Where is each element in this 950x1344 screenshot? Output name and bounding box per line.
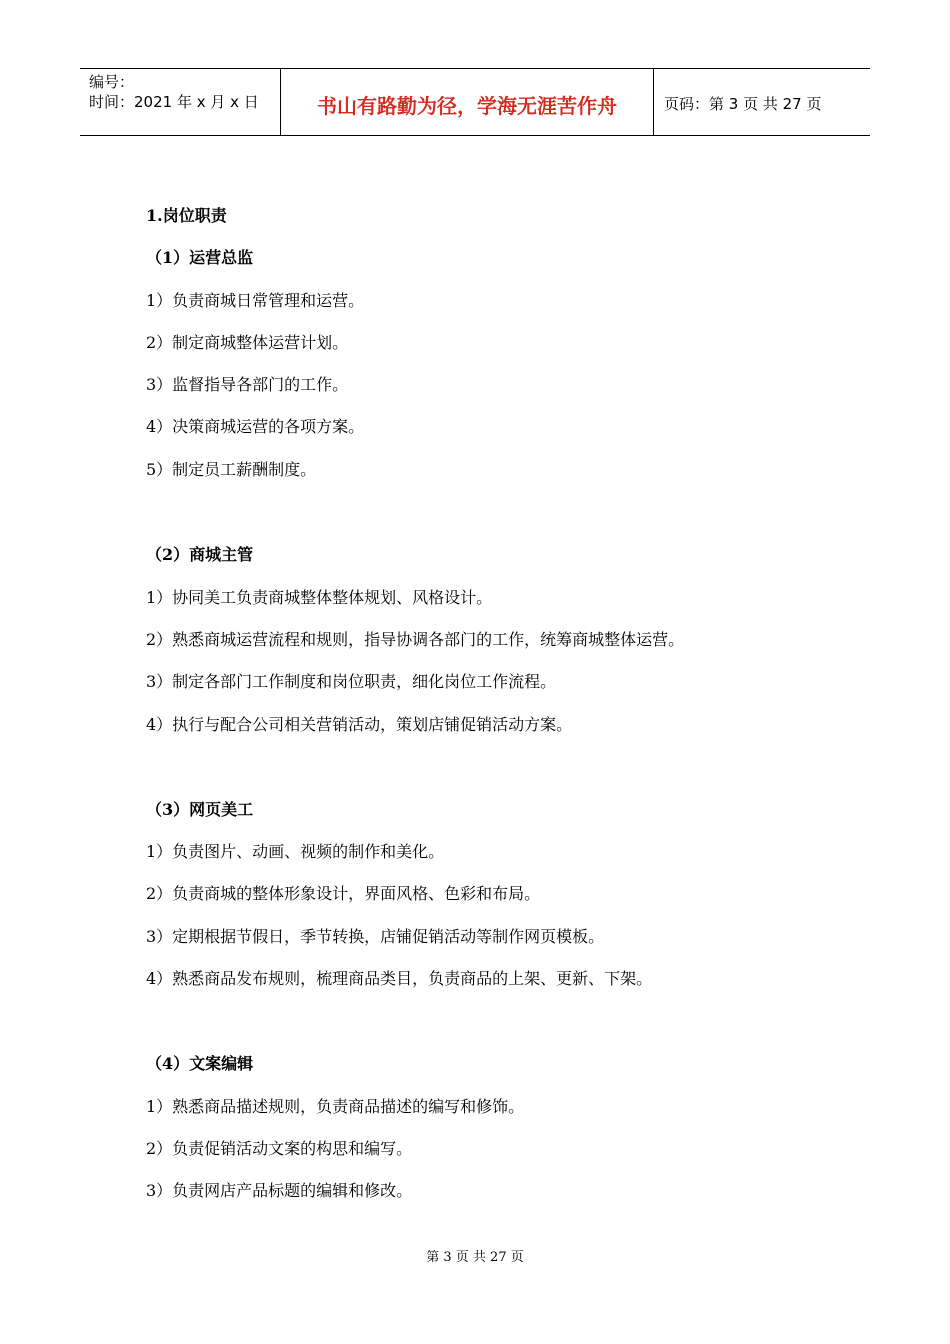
- role-heading-copy-editor: （4）文案编辑: [146, 1054, 254, 1073]
- header-right-cell: [654, 69, 870, 135]
- list-item: 4）决策商城运营的各项方案。: [146, 417, 365, 436]
- role-heading-operations-director: （1）运营总监: [146, 248, 254, 267]
- header-motto: 书山有路勤为径，学海无涯苦作舟: [317, 94, 617, 118]
- list-item: 1）协同美工负责商城整体整体规划、风格设计。: [146, 588, 493, 607]
- role-heading-mall-supervisor: （2）商城主管: [146, 545, 254, 564]
- list-item: 1）负责商城日常管理和运营。: [146, 291, 365, 310]
- list-item: 2）负责商城的整体形象设计，界面风格、色彩和布局。: [146, 884, 541, 903]
- list-item: 1）熟悉商品描述规则，负责商品描述的编写和修饰。: [146, 1097, 525, 1116]
- header-middle-cell: [281, 69, 654, 135]
- list-item: 3）负责网店产品标题的编辑和修改。: [146, 1181, 413, 1200]
- footer-page-number: 第 3 页 共 27 页: [426, 1250, 524, 1265]
- document-date-label: 时间：2021 年 x 月 x 日: [89, 93, 259, 111]
- list-item: 3）监督指导各部门的工作。: [146, 375, 349, 394]
- list-item: 5）制定员工薪酬制度。: [146, 460, 317, 479]
- page-header: [80, 68, 870, 136]
- page-footer: [0, 1246, 950, 1265]
- list-item: 4）执行与配合公司相关营销活动，策划店铺促销活动方案。: [146, 715, 573, 734]
- list-item: 3）定期根据节假日，季节转换，店铺促销活动等制作网页模板。: [146, 927, 605, 946]
- list-item: 2）熟悉商城运营流程和规则，指导协调各部门的工作，统筹商城整体运营。: [146, 630, 685, 649]
- list-item: 2）负责促销活动文案的构思和编写。: [146, 1139, 413, 1158]
- header-page-info: 页码：第 3 页 共 27 页: [664, 95, 822, 113]
- role-heading-web-designer: （3）网页美工: [146, 800, 254, 819]
- list-item: 2）制定商城整体运营计划。: [146, 333, 349, 352]
- section-title: 1.岗位职责: [146, 206, 227, 225]
- document-number-label: 编号：: [89, 73, 135, 91]
- header-left-cell: [80, 69, 281, 135]
- list-item: 3）制定各部门工作制度和岗位职责，细化岗位工作流程。: [146, 672, 557, 691]
- list-item: 4）熟悉商品发布规则，梳理商品类目，负责商品的上架、更新、下架。: [146, 969, 653, 988]
- list-item: 1）负责图片、动画、视频的制作和美化。: [146, 842, 445, 861]
